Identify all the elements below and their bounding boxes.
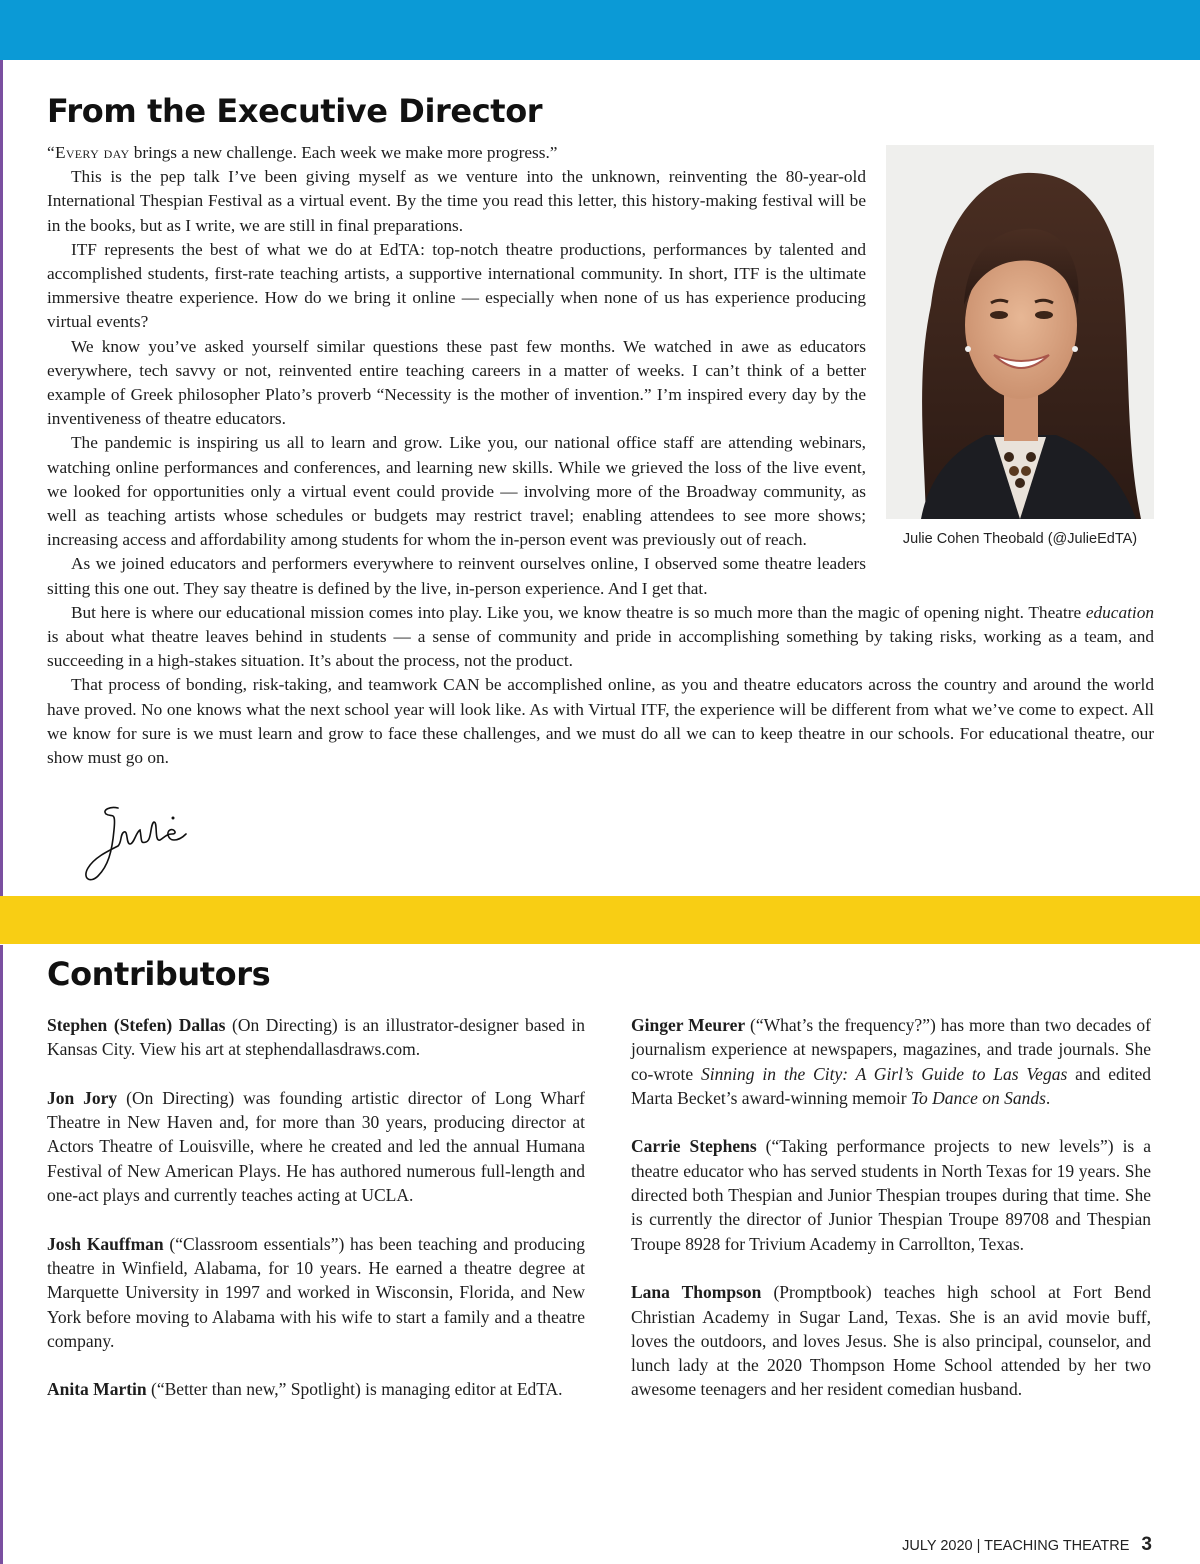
contributor-bio: Stephen (Stefen) Dallas (On Directing) is an illustrator-designer based in Kansas City. View his art at stephendallasdraws.com. (47, 1015, 585, 1060)
letter-paragraph: ITF represents the best of what we do at EdTA: top-notch theatre productions, performances by talented and accomplished students, first-rate teaching artists, a supportive international community. In short, ITF is the ultimate immersive theatre experience. How do we bring it online — especially when none of us has experience producing virtual events? (47, 239, 866, 332)
contributor-bio: Lana Thompson (Promptbook) teaches high school at Fort Bend Christian Academy in Sugar Land, Texas. She is an avid movie buff, loves the outdoors, and loves Jesus. She is also principal, counselor, and lunch lady at the 2020 Thompson Home School attended by her two awesome teenagers and her resident comedian husband. (631, 1282, 1151, 1400)
left-edge-stripe (0, 945, 3, 1564)
photo-caption: Julie Cohen Theobald (@JulieEdTA) (902, 531, 1138, 547)
portrait-photo (886, 145, 1154, 519)
contributor-bio: Anita Martin (“Better than new,” Spotlight) is managing editor at EdTA. (47, 1379, 563, 1400)
contributor-bio: Carrie Stephens (“Taking performance projects to new levels”) is a theatre educator who has served students in North Texas for 19 years. She directed both Thespian and Junior Thespian troupes during that time. She is currently the director of Junior Thespian Troupe 89708 and Thespian Troupe 8928 for Trivium Academy in Carrollton, Texas. (631, 1136, 1152, 1254)
left-edge-stripe (0, 60, 3, 900)
letter-paragraph: But here is where our educational mission comes into play. Like you, we know theatre is so much more than the magic of opening night. Theatre education is about what theatre leaves behind in students — a sense of community and pride in accomplishing something by taking risks, working as a team, and succeeding in a high-stakes situation. It’s about the process, not the product. (47, 602, 1154, 671)
director-letter (47, 141, 1154, 770)
contributor-bio: Jon Jory (On Directing) was founding artistic director of Long Wharf Theatre in New Haven and, for more than 30 years, producing director at Actors Theatre of Louisville, where he created and led the annual Humana Festival of New American Plays. He has authored numerous full-length and one-act plays and currently teaches acting at UCLA. (47, 1087, 586, 1206)
letter-paragraph: This is the pep talk I’ve been giving myself as we venture into the unknown, reinventing the 80-year-old International Thespian Festival as a virtual event. By the time you read this letter, this history-making festival will be in the books, but as I write, we are still in final preparations. (47, 167, 866, 235)
page-footer (902, 1534, 1152, 1556)
top-color-band (0, 0, 1200, 60)
divider-color-band (0, 896, 1200, 944)
contributors-column-right (631, 1013, 1151, 1426)
signature (78, 800, 188, 886)
contributors-column-left (47, 1013, 585, 1426)
portrait-figure (886, 145, 1154, 553)
letter-paragraph: As we joined educators and performers everywhere to reinvent ourselves online, I observed some theatre leaders sitting this one out. They say theatre is defined by the live, in-person experience. And I get that. (47, 554, 866, 598)
letter-paragraph: That process of bonding, risk-taking, and teamwork CAN be accomplished online, as you and theatre educators across the country and around the world have proved. No one knows what the next school year will look like. As with Virtual ITF, the experience will be different from what we’ve come to expect. All we know for sure is we must learn and grow to face these challenges, and we must do all we can to keep theatre in our schools. For educational theatre, our show must go on. (47, 675, 1154, 768)
letter-paragraph: “Every day brings a new challenge. Each week we make more progress.” (47, 143, 558, 162)
section-heading-director: From the Executive Director (47, 92, 543, 130)
section-heading-contributors: Contributors (47, 955, 271, 993)
letter-paragraph: The pandemic is inspiring us all to learn and grow. Like you, our national office staff are attending webinars, watching online performances and conferences, and learning new skills. While we grieved the loss of the live event, we looked for opportunities only a virtual event could provide — involving more of the Broadway community, as well as teaching artists whose schedules or budgets may restrict travel; enabling attendees to see more shows; increasing access and affordability among students for whom the in-person event was previously out of reach. (47, 433, 866, 550)
page-number: 3 (1141, 1534, 1152, 1555)
contributor-bio: Josh Kauffman (“Classroom essentials”) has been teaching and producing theatre in Winfield, Alabama, for 10 years. He earned a theatre degree at Marquette University in 1997 and worked in Wisconsin, Florida, and New York before moving to Alabama with his wife to start a family and a theatre company. (47, 1233, 585, 1351)
letter-paragraph: We know you’ve asked yourself similar questions these past few months. We watched in awe as educators everywhere, tech savvy or not, reinvented entire teaching careers in a matter of weeks. I can’t think of a better example of Greek philosopher Plato’s proverb “Necessity is the mother of invention.” I’m inspired every day by the inventiveness of theatre educators. (47, 336, 866, 429)
contributor-bio: Ginger Meurer (“What’s the frequency?”) has more than two decades of journalism experience at newspapers, magazines, and trade journals. She co-wrote Sinning in the City: A Girl’s Guide to Las Vegas and edited Marta Becket’s award-winning memoir To Dance on Sands. (631, 1015, 1152, 1108)
footer-issue: JULY 2020 | TEACHING THEATRE (902, 1538, 1130, 1554)
